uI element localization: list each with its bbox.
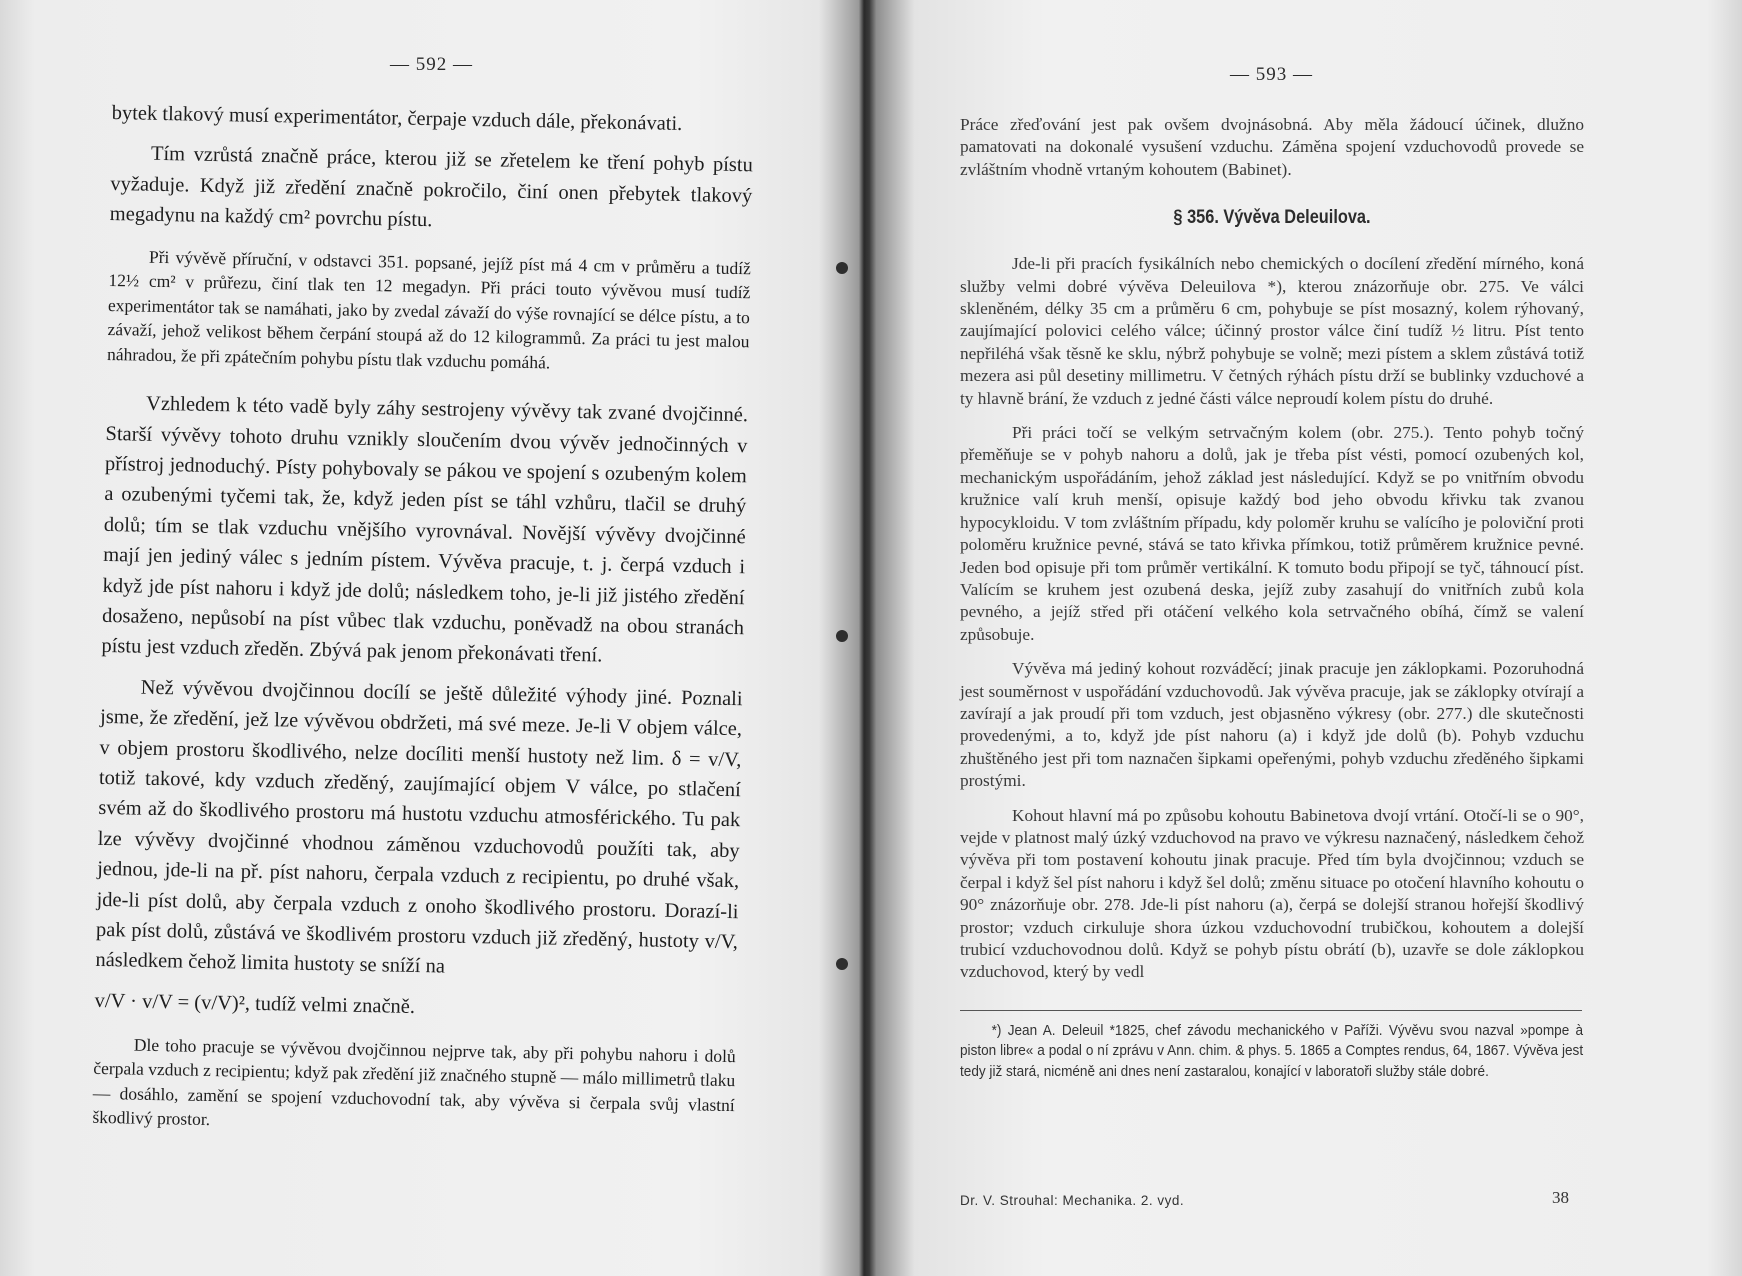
paragraph: Kohout hlavní má po způsobu kohoutu Babinetova dvojí vrtání. Otočí-li se o 90°, vejde v platnost malý úzký vzduchovod na pravo ve výkresu naznačený, následkem čehož vývěva při tom postavení kohoutu jinak pracuje. Před tím byla dvojčinnou; vzduch se čerpal i když šel píst nahoru i když šel dolů; změnu situace po otočení hlavního kohoutu o 90° znázorňuje obr. 278. Jde-li píst nahoru (a), čerpá se dolejší stranou hořejší škodlivý prostor; vzduch cirkuluje shora úzkou vzduchovodní trubičkou, kohoutem a dolejší trubicí vzduchovodnou dolů. Když se pohyb pístu obrátí (b), uzavře se dole záklopkou vzduchovod, který by vedl xyxy=(960,805,1584,982)
binding-ring xyxy=(836,958,848,970)
paragraph: Vzhledem k této vadě byly záhy sestrojeny vývěvy tak zvané dvojčinné. Starší vývěvy tohoto druhu vznikly sloučením dvou vývěv jednočinných v přístroj jednoduchý. Písty pohybovaly se pákou ve spojení s ozubeným kolem a ozubenými tyčemi tak, že, když jeden píst se táhl vzhůru, tlačil se druhý dolů; tím se tlak vzduchu vnějšího vyrovnával. Novější vývěvy dvojčinné mají jen jediný válec s jedním pístem. Vývěva pracuje, t. j. čerpá vzduch i když jde píst nahoru i když jde dolů; následkem toho, je-li již jistého zředění dosaženo, nepůsobí na píst vůbec tlak vzduchu, poněvadž na obou stranách pístu jest vzduch zředěn. Zbývá pak jenom překonávati tření. xyxy=(101,392,749,667)
paragraph: bytek tlakový musí experimentátor, čerpaje vzduch dále, překonávati. xyxy=(111,101,683,135)
paragraph: Tím vzrůstá značně práce, kterou již se zřetelem ke tření pohyb pístu vyžaduje. Když již zředění značně pokročilo, činí onen přebytek tlakový megadynu na každý cm² povrchu pístu. xyxy=(109,143,754,232)
binding-ring xyxy=(836,262,848,274)
page-number: — 592 — xyxy=(390,54,473,75)
page-number: — 593 — xyxy=(1230,64,1313,85)
footer-signature: Dr. V. Strouhal: Mechanika. 2. vyd. xyxy=(960,1193,1185,1208)
paragraph: Při vývěvě příruční, v odstavci 351. popsané, jejíž píst má 4 cm v průměru a tudíž 12½ cm² v průřezu, činí tlak ten 12 megadyn. Při práci touto vývěvou musí tudíž experimentátor tak se namáhati, jako by zvedal závaží do výše rovnající se délce pístu, a to závaží, jehož velikost během čerpání stoupá až do 12 kilogrammů. Za práci tu jest malou náhradou, že při zpátečním pohybu pístu tlak vzduchu pomáhá. xyxy=(106,246,752,373)
footnote: *) Jean A. Deleuil *1825, chef závodu mechanického v Paříži. Vývěvu svou nazval »pompe à piston libre« a podal o ní zprávu v Ann. chim. & phys. 5. 1865 a Comptes rendus, 64, 1867. Vývěva jest tedy již stará, nicméně ani dnes není zastaralou, konající v laboratoři služby stále dobré. xyxy=(960,1022,1584,1080)
paragraph: Vývěva má jediný kohout rozváděcí; jinak pracuje jen záklopkami. Pozoruhodná jest souměrnost v uspořádání vzduchovodů. Jak vývěva pracuje, jak se záklopky otvírají a zavírají a jak proudí při tom vzduch, jest objasněno výkresy (obr. 277.) dle skutečnosti provedenými, a to, když jde píst nahoru (a) i když jde dolů (b). Pohyb vzduchu zhuštěného jest při tom naznačen šipkami opeřenými, pohyb vzduchu zředěného šipkami prostými. xyxy=(960,659,1584,791)
footnote-divider xyxy=(960,1010,1582,1011)
paragraph: Dle toho pracuje se vývěvou dvojčinnou nejprve tak, aby při pohybu nahoru i dolů čerpala vzduch z recipientu; když pak zředění již značného stupně — málo millimetrů tlaku — dosáhlo, zamění se spojení vzduchovodní tak, aby vývěva si čerpala svůj vlastní škodlivý prostor. xyxy=(92,1034,736,1130)
left-page xyxy=(0,0,860,1276)
section-heading: § 356. Vývěva Deleuilova. xyxy=(1173,207,1371,229)
paragraph: Jde-li při pracích fysikálních nebo chemických o docílení zředění mírného, koná služby velmi dobré vývěva Deleuilova *), kterou znázorňuje obr. 275. Ve válci skleněném, délky 35 cm a průměru 6 cm, pohybuje se píst mosazný, kolem rýhovaný, zaujímající polovici celého válce; účinný prostor válce činí tudíž ½ litru. Píst tento nepřiléhá však těsně ke sklu, nýbrž pohybuje se volně; mezi pístem a sklem zůstává totiž mezera asi půl desetiny millimetru. V četných rýhách pístu drží se bublinky vzduchové a ty hlavně brání, že vzduch z jedné části válce neproudí kolem pístu do druhé. xyxy=(960,254,1584,408)
paragraph: Než vývěvou dvojčinnou docílí se ještě důležité výhody jiné. Poznali jsme, že zředění, jež lze vývěvou obdržeti, má své meze. Je-li V objem válce, v objem prostoru škodlivého, nelze docíliti menší hustoty než lim. δ = v/V, totiž takové, kdy vzduch zředěný, zaujímající objem V válce, po stlačení svém až do škodlivého prostoru má hustotu vzduchu atmosférického. Tu pak lze vývěvy dvojčinné vhodnou záměnou vzduchovodů použíti tak, aby jednou, jde-li na př. píst nahoru, čerpala vzduch z recipientu, po druhé však, jde-li píst dolů, aby čerpala vzduch z onoho škodlivého prostoru. Dorazí-li pak píst dolů, zůstává ve škodlivém prostoru vzduch již zředěný, hustoty v/V, následkem čehož limita hustoty se sníží na xyxy=(95,676,743,978)
paragraph: Při práci točí se velkým setrvačným kolem (obr. 275.). Tento pohyb točný přeměňuje se v pohyb nahoru a dolů, jak je třeba píst vésti, pomocí ozubených kol, mechanickým uspořádáním, jehož základ jest následující. Když se po vnitřním obvodu kružnice valí kruh menší, opisuje každý bod jeho obvodu křivku tak zvanou hypocykloidu. V tom zvláštním případu, kdy poloměr kruhu se valícího je poloviční proti poloměru kružnice pevné, stává se tato křivka přímkou, totiž průměrem kružnice pevné. Jeden bod opisuje při tom průměr vertikální. K tomuto bodu připojí se tyč, táhnoucí píst. Valícím se kruhem jest ozubená deska, jejíž zuby zasahují do vnitřních zubů kola pevného, a jejíž střed při otáčení velkého kola setrvačného obíhá, čímž se valení způsobuje. xyxy=(960,423,1584,644)
formula: v/V · v/V = (v/V)², tudíž velmi značně. xyxy=(94,989,416,1018)
right-page xyxy=(880,0,1742,1276)
binding-ring xyxy=(836,630,848,642)
paragraph: Práce zřeďování jest pak ovšem dvojnásobná. Aby měla žádoucí účinek, dlužno pamatovati na dokonalé vysušení vzduchu. Záměna spojení vzduchovodů provede se zvláštním vhodně vrtaným kohoutem (Babinet). xyxy=(960,115,1584,179)
left-page-body xyxy=(92,98,754,1152)
right-page-body xyxy=(960,114,1584,1094)
sheet-number: 38 xyxy=(1552,1188,1569,1207)
